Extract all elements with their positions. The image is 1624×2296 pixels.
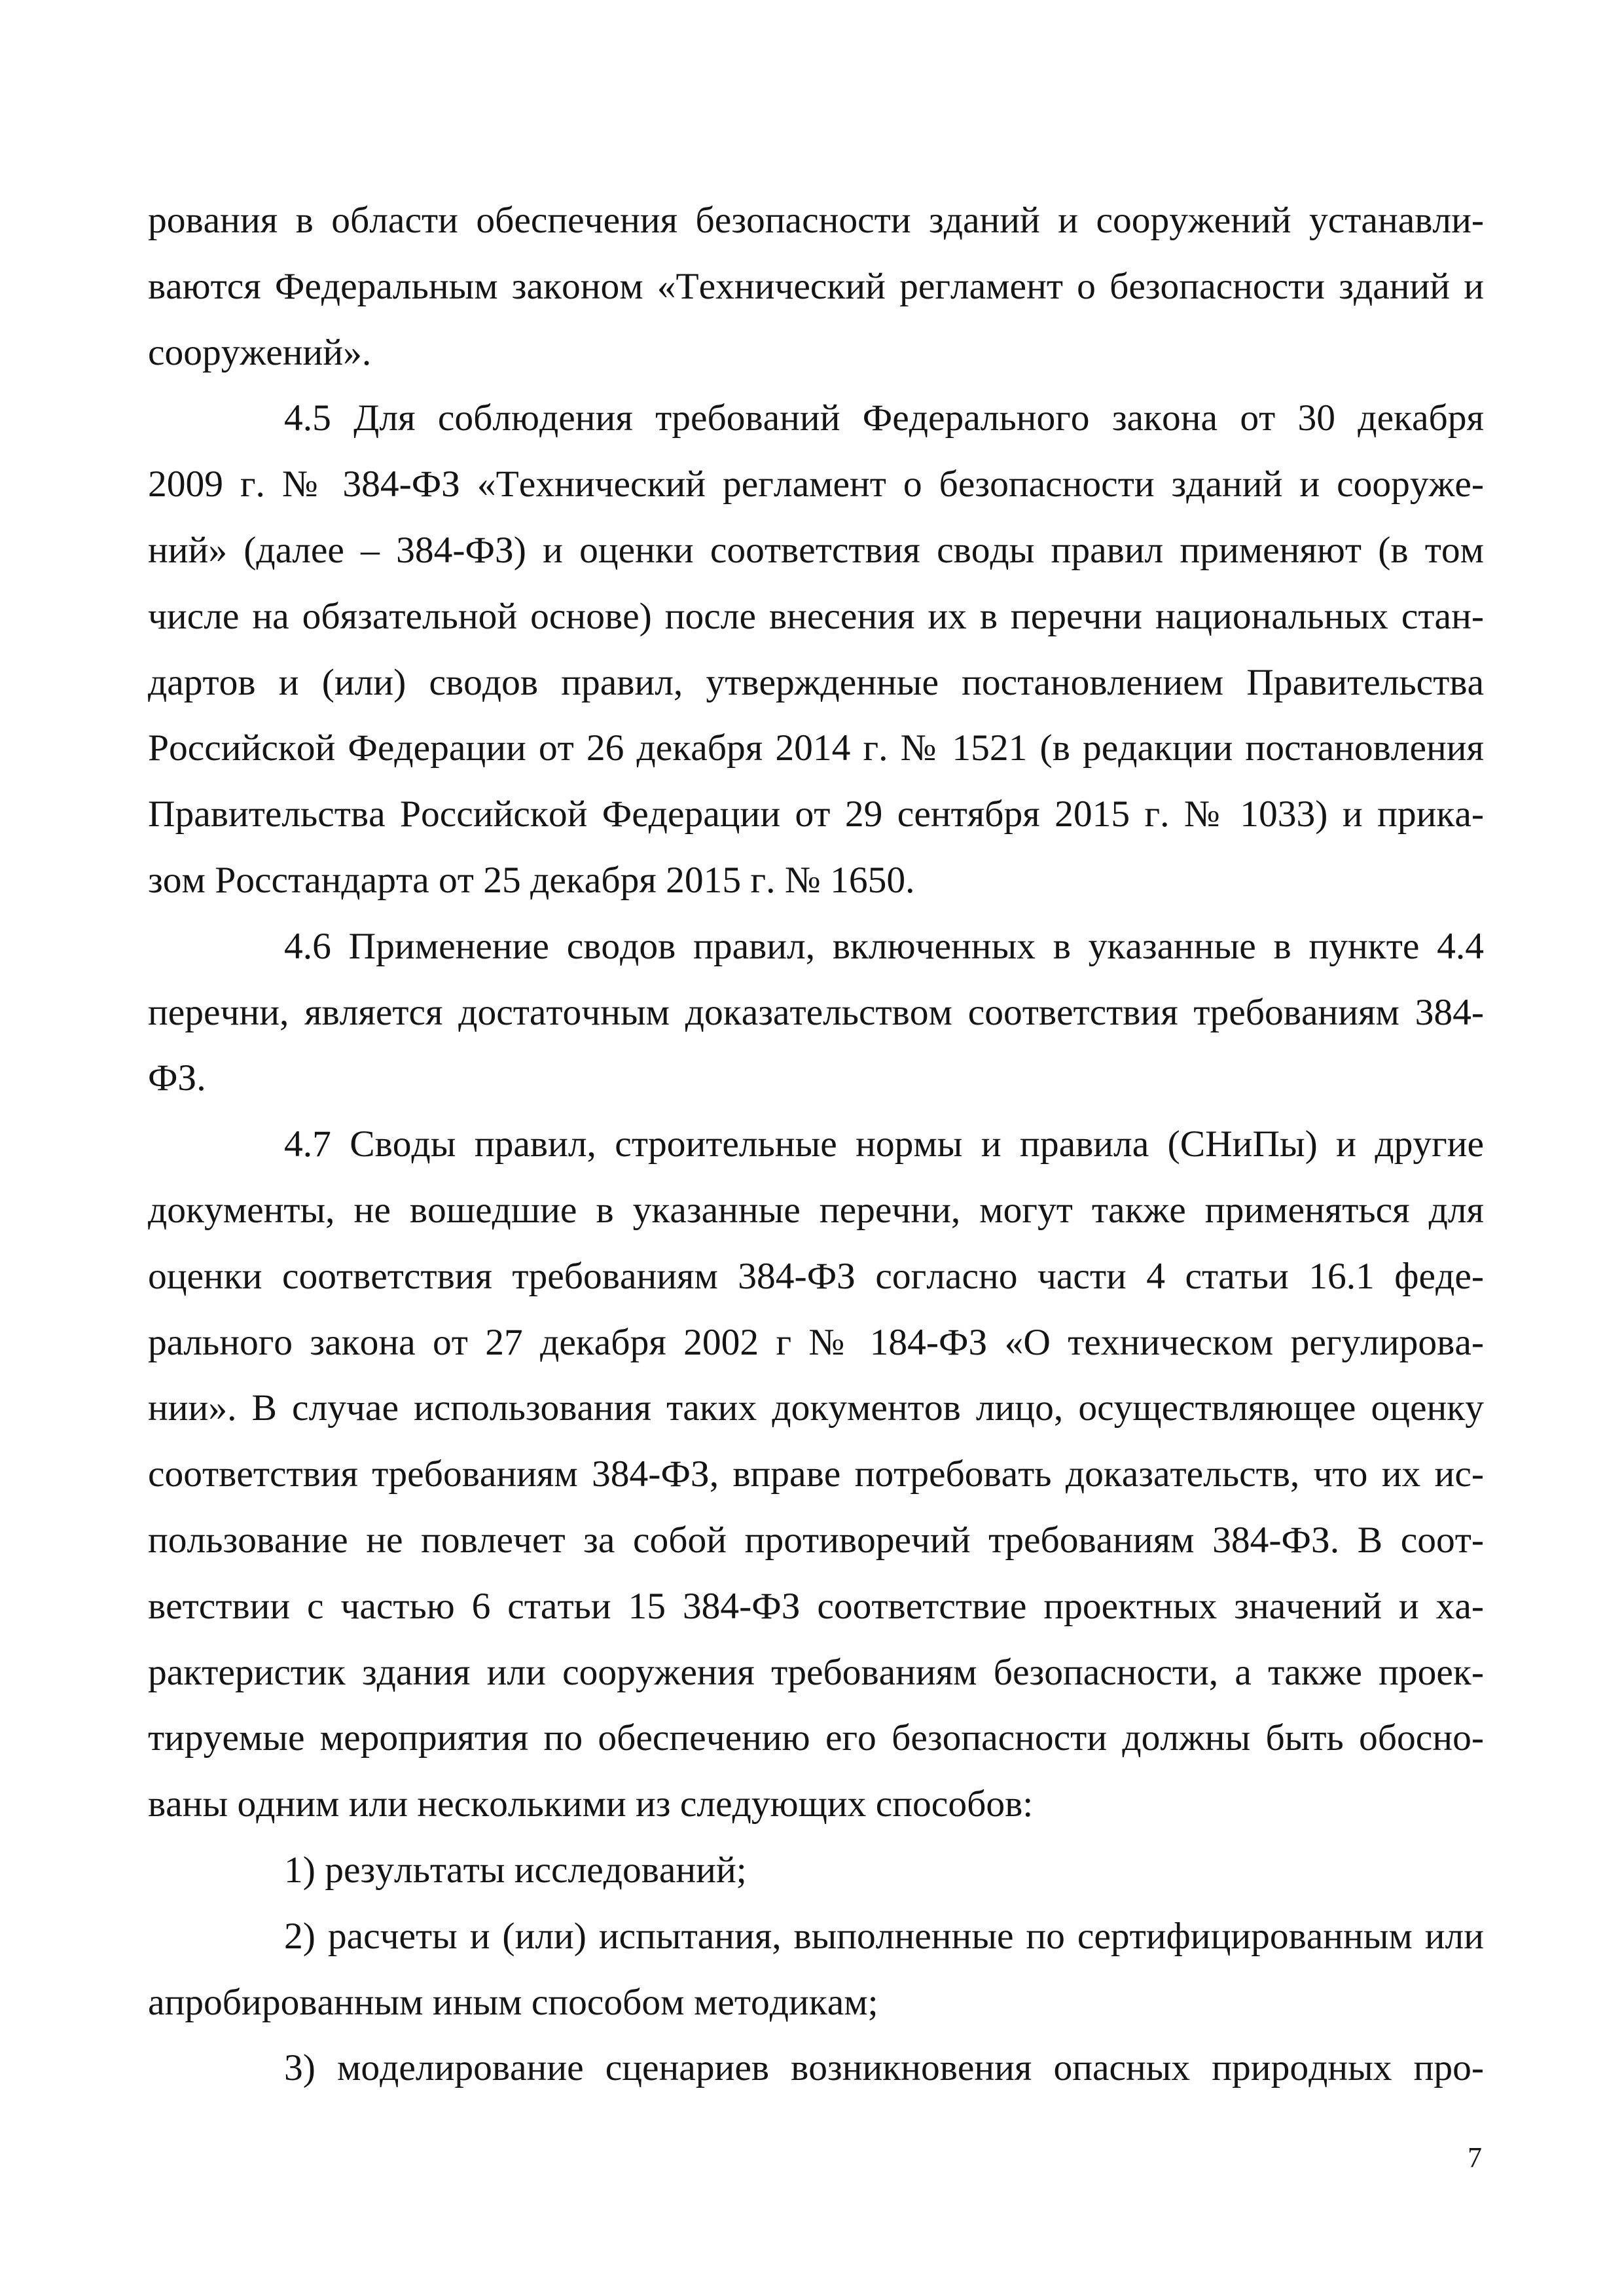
paragraph-4-7 — [148, 1112, 1484, 1838]
text-line: оценки соответствия требованиям 384-ФЗ согласно части 4 статьи 16.1 феде- — [148, 1255, 1484, 1297]
text-line: ваны одним или несколькими из следующих способов: — [148, 1783, 1034, 1825]
body-text — [148, 188, 1484, 2102]
text-line: документы, не вошедшие в указанные перечни, могут также применяться для — [148, 1189, 1484, 1231]
text-line: рования в области обеспечения безопасности зданий и сооружений устанавли- — [148, 200, 1484, 241]
list-item-1 — [148, 1838, 1484, 1904]
text-line: числе на обязательной основе) после внесения их в перечни национальных стан- — [148, 595, 1484, 637]
list-item-2 — [148, 1904, 1484, 2036]
list-item-3 — [148, 2035, 1484, 2102]
text-line: пользование не повлечет за собой противоречий требованиям 384-ФЗ. В соот- — [148, 1519, 1484, 1561]
text-line: 2) расчеты и (или) испытания, выполненные по сертифицированным или — [284, 1915, 1484, 1957]
text-line: ветствии с частью 6 статьи 15 384-ФЗ соответствие проектных значений и ха- — [148, 1585, 1484, 1627]
text-line: Правительства Российской Федерации от 29 сентября 2015 г. № 1033) и прика- — [148, 793, 1484, 835]
text-line: 4.6 Применение сводов правил, включенных в указанные в пункте 4.4 — [284, 925, 1484, 967]
text-line: зом Росстандарта от 25 декабря 2015 г. № 1650. — [148, 859, 915, 901]
paragraph-continuation — [148, 188, 1484, 386]
text-line: ФЗ. — [148, 1057, 206, 1099]
text-line: дартов и (или) сводов правил, утвержденные постановлением Правительства — [148, 661, 1484, 703]
text-line: тируемые мероприятия по обеспечению его безопасности должны быть обосно- — [148, 1717, 1484, 1759]
text-line: рального закона от 27 декабря 2002 г № 184-ФЗ «О техническом регулирова- — [148, 1321, 1484, 1363]
text-line: 4.7 Своды правил, строительные нормы и правила (СНиПы) и другие — [284, 1123, 1484, 1165]
text-line: 1) результаты исследований; — [284, 1849, 747, 1891]
text-line: нии». В случае использования таких документов лицо, осуществляющее оценку — [148, 1387, 1484, 1429]
text-line: ний» (далее – 384-ФЗ) и оценки соответствия своды правил применяют (в том — [148, 529, 1484, 571]
text-line: 2009 г. № 384-ФЗ «Технический регламент о безопасности зданий и сооруже- — [148, 464, 1484, 505]
text-line: ваются Федеральным законом «Технический регламент о безопасности зданий и — [148, 265, 1484, 307]
text-line: Российской Федерации от 26 декабря 2014 г. № 1521 (в редакции постановления — [148, 727, 1484, 769]
paragraph-4-6 — [148, 914, 1484, 1112]
text-line: сооружений». — [148, 331, 372, 373]
text-line: 3) моделирование сценариев возникновения опасных природных про- — [284, 2047, 1484, 2089]
paragraph-4-5 — [148, 386, 1484, 913]
text-line: перечни, является достаточным доказательством соответствия требованиям 384- — [148, 991, 1484, 1033]
text-line: соответствия требованиям 384-ФЗ, вправе потребовать доказательств, что их ис- — [148, 1453, 1484, 1495]
text-line: апробированным иным способом методикам; — [148, 1981, 878, 2023]
text-line: 4.5 Для соблюдения требований Федерального закона от 30 декабря — [284, 397, 1484, 439]
text-line: рактеристик здания или сооружения требованиям безопасности, а также проек- — [148, 1651, 1484, 1693]
page-number: 7 — [1468, 2141, 1482, 2174]
